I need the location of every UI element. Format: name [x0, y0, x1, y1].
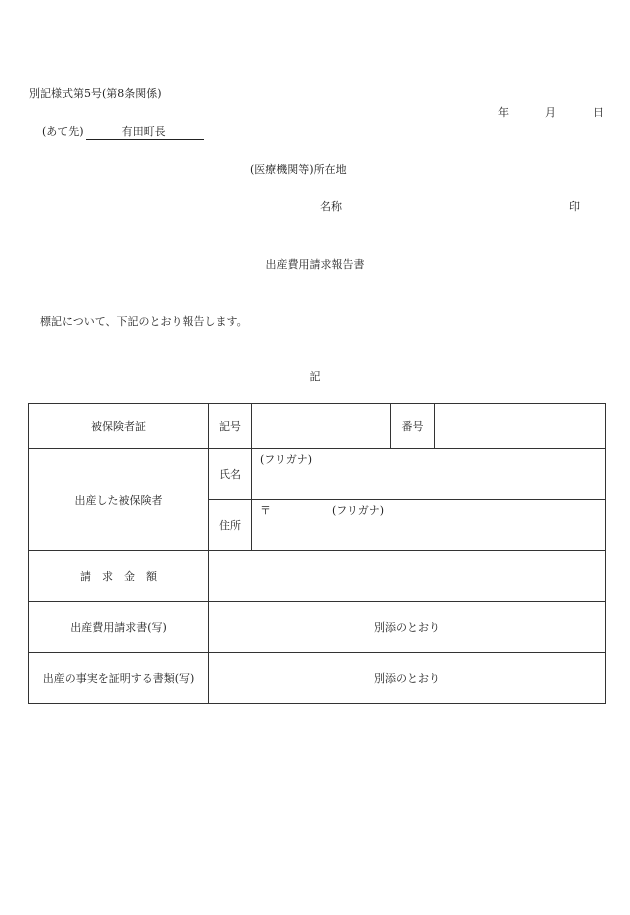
- number-label: 番号: [391, 404, 435, 449]
- claim-amount-row: [29, 551, 606, 602]
- name-field[interactable]: [252, 449, 606, 500]
- birth-proof-value: 別添のとおり: [209, 653, 606, 704]
- issuer-address-label: (医療機関等)所在地: [250, 163, 347, 176]
- invoice-copy-row: [29, 602, 606, 653]
- body-text: 標記について、下記のとおり報告します。: [40, 315, 248, 328]
- name-furigana-label: (フリガナ): [260, 453, 313, 466]
- date-month-label: 月: [545, 106, 556, 119]
- claim-amount-label: 請 求 金 額: [29, 551, 209, 602]
- insured-name-row: [29, 449, 606, 500]
- addressee-row: [42, 123, 204, 140]
- number-field[interactable]: [435, 404, 606, 449]
- name-label: 氏名: [209, 449, 252, 500]
- insurance-card-row: [29, 404, 606, 449]
- issuer-name-label: 名称: [320, 200, 342, 213]
- seal-mark: 印: [569, 200, 580, 213]
- invoice-copy-label: 出産費用請求書(写): [29, 602, 209, 653]
- form-number-label: 別記様式第5号(第8条関係): [29, 87, 162, 100]
- birth-proof-row: [29, 653, 606, 704]
- addressee-name: 有田町長: [86, 123, 204, 140]
- address-field[interactable]: [252, 500, 606, 551]
- postal-mark: 〒: [260, 504, 271, 517]
- invoice-copy-value: 別添のとおり: [209, 602, 606, 653]
- insurance-card-label: 被保険者証: [29, 404, 209, 449]
- birth-proof-label: 出産の事実を証明する書類(写): [29, 653, 209, 704]
- symbol-field[interactable]: [252, 404, 391, 449]
- date-year-label: 年: [498, 106, 509, 119]
- claim-amount-field[interactable]: [209, 551, 606, 602]
- ki-heading: 記: [309, 370, 321, 383]
- address-furigana-label: (フリガナ): [332, 504, 385, 517]
- date-day-label: 日: [593, 106, 604, 119]
- document-title: 出産費用請求報告書: [265, 258, 365, 271]
- address-label: 住所: [209, 500, 252, 551]
- insured-person-label: 出産した被保険者: [29, 449, 209, 551]
- report-table: [28, 403, 606, 704]
- addressee-prefix: (あて先): [42, 125, 84, 138]
- symbol-label: 記号: [209, 404, 252, 449]
